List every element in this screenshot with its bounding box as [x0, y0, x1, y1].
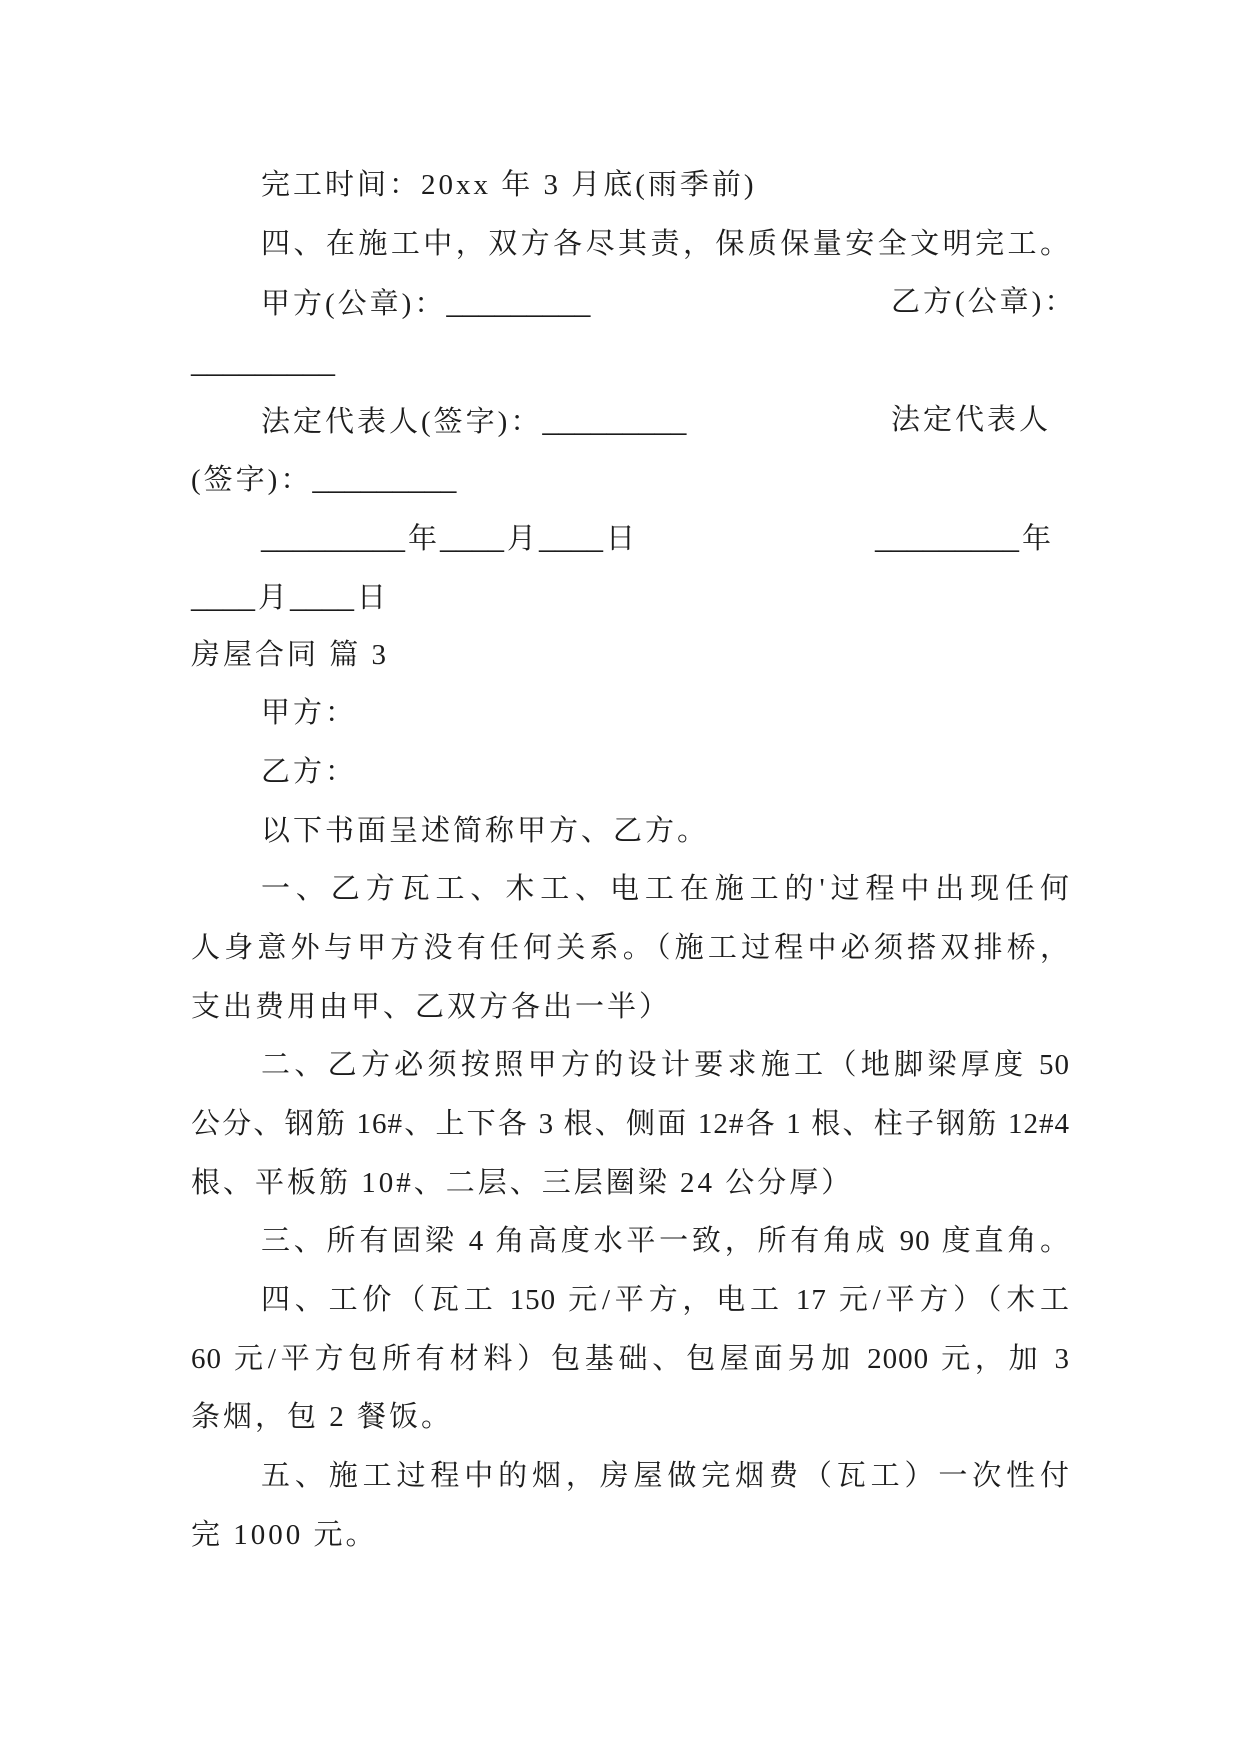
clause-line: 完 1000 元。 [191, 1518, 378, 1551]
fill-in-blank: _________ [191, 343, 335, 380]
fill-in-blank: _________ [312, 460, 457, 497]
party-a-label: 甲方： [261, 697, 358, 730]
fill-in-blank: _________ [261, 519, 405, 556]
party-b-representative-signature: (签字)：_________ [191, 460, 457, 497]
date-row [191, 508, 1070, 567]
fill-in-blank: ____ [191, 577, 255, 614]
document-body [191, 156, 1077, 1565]
party-b-representative: 法定代表人 [891, 403, 1052, 436]
fill-in-blank: ____ [539, 519, 604, 556]
party-b-seal: 乙方(公章)： [891, 286, 1077, 319]
completion-time: 完工时间：20xx 年 3 月底(雨季前) [261, 169, 757, 201]
fill-in-blank: _________ [446, 284, 591, 321]
contract-heading: 房屋合同 篇 3 [191, 638, 390, 671]
intro-text: 以下书面呈述简称甲方、乙方。 [261, 814, 710, 847]
clause-line: 三、所有固梁 4 角高度水平一致，所有角成 90 度直角。 [261, 1225, 1070, 1258]
clause-line: 条烟，包 2 餐饭。 [191, 1401, 454, 1434]
party-a-representative: 法定代表人(签字)：_________ [261, 401, 687, 438]
clause-four-safety: 四、在施工中，双方各尽其责，保质保量安全文明完工。 [261, 227, 1070, 260]
fill-in-blank: _________ [542, 401, 687, 438]
clause-line: 根、平板筋 10#、二层、三层圈梁 24 公分厚） [191, 1166, 854, 1199]
clause-line: 人身意外与甲方没有任何关系。（施工过程中必须搭双排桥， [191, 931, 1070, 964]
party-a-seal: 甲方(公章)：_________ [261, 284, 591, 321]
party-b-label: 乙方： [261, 755, 358, 788]
fill-in-blank: ____ [290, 577, 355, 614]
fill-in-blank: ____ [440, 519, 505, 556]
seal-row [191, 273, 1077, 332]
clause-line: 支出费用由甲、乙双方各出一半） [191, 990, 672, 1023]
party-b-date: _________ 年 [875, 519, 1055, 556]
party-b-seal-blank [191, 332, 1070, 391]
party-a-date: _________ 年____ 月____ 日 [261, 519, 639, 556]
fill-in-blank: _________ [875, 519, 1019, 556]
clause-line: 一、乙方瓦工、木工、电工在施工的'过程中出现任何 [261, 873, 1070, 906]
clause-line: 二、乙方必须按照甲方的设计要求施工（地脚梁厚度 50 [261, 1049, 1070, 1082]
party-b-date-continued: ____ 月____ 日 [191, 577, 390, 614]
clause-line: 60 元/平方包所有材料）包基础、包屋面另加 2000 元，加 3 [191, 1342, 1070, 1375]
clause-line: 四、工价（瓦工 150 元/平方，电工 17 元/平方）（木工 [261, 1284, 1070, 1317]
clause-line: 公分、钢筋 16#、上下各 3 根、侧面 12#各 1 根、柱子钢筋 12#4 [191, 1108, 1070, 1140]
clause-line: 五、施工过程中的烟，房屋做完烟费（瓦工）一次性付 [261, 1460, 1070, 1493]
representative-row [191, 391, 1070, 450]
